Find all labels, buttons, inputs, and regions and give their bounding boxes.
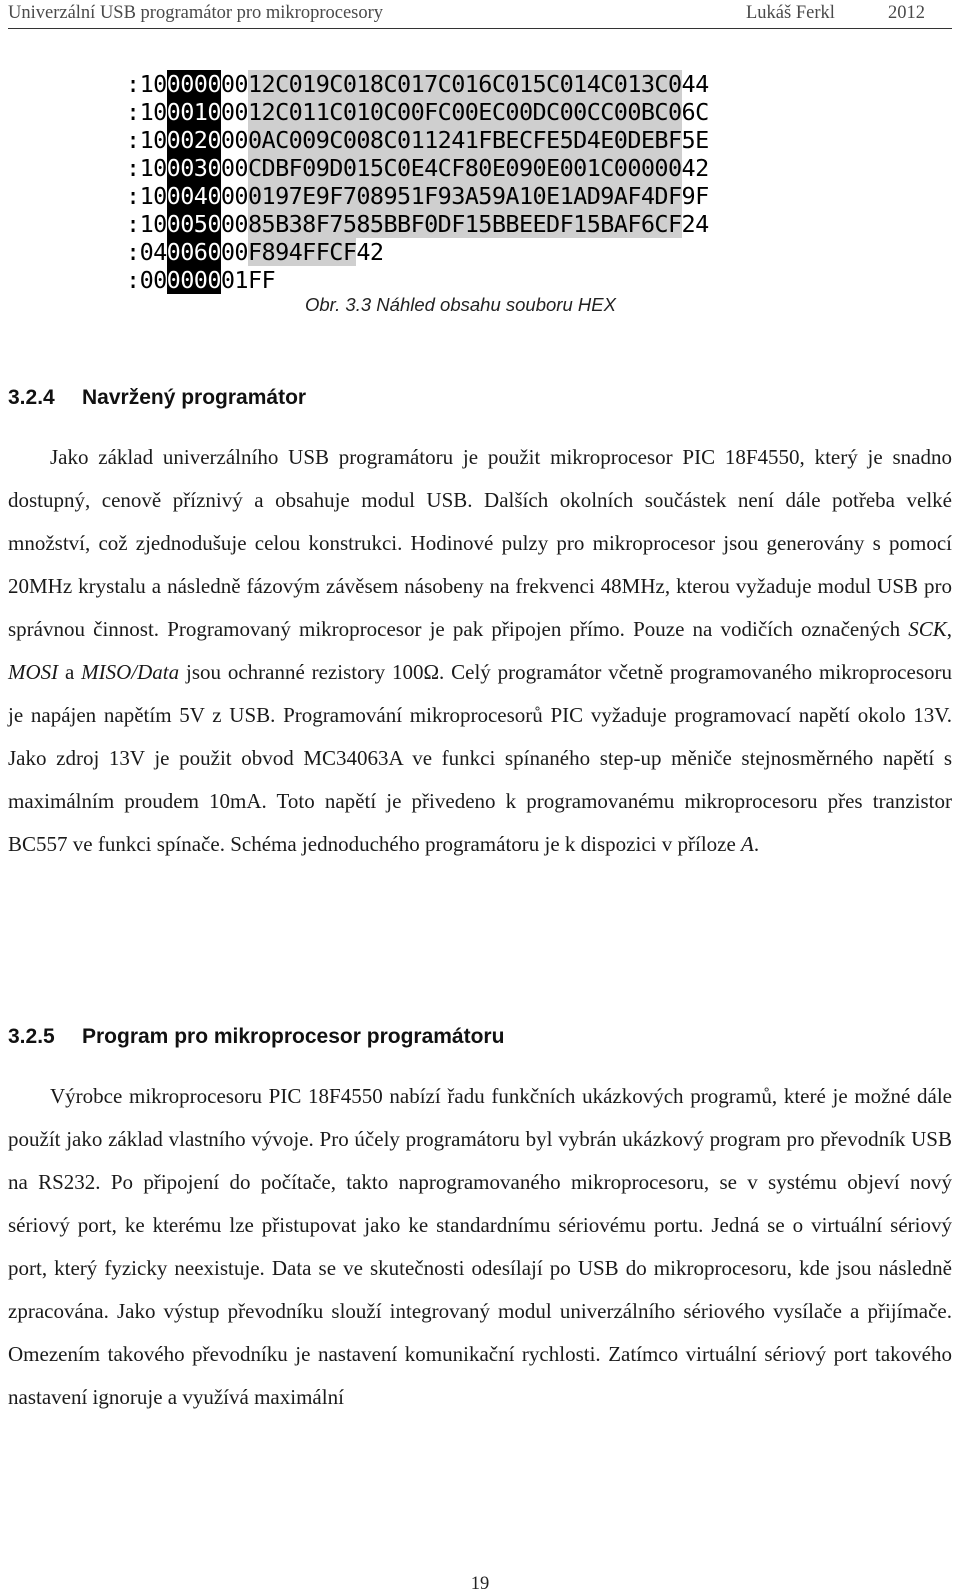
hex-record-type: 00: [220, 70, 248, 98]
hex-checksum: 42: [356, 238, 384, 266]
hex-byte-count: 10: [139, 70, 167, 98]
hex-data: 12C011C010C00FC00EC00DC00CC00BC0: [247, 98, 682, 126]
hex-line: [126, 98, 709, 126]
signal-name-sck: SCK: [908, 617, 947, 641]
hex-address: 0050: [166, 210, 221, 238]
paragraph-text: jsou ochranné rezistory 100Ω. Celý programátor včetně programovaného mikroprocesoru je napájen napětím 5V z USB. Programování mikroprocesorů PIC vyžaduje programovací napětí okolo 13V. Jako zdroj 13V je použit obvod MC34063A ve funkci spínaného step-up měniče stejnosměrného napětí s maximálním proudem 10mA. Toto napětí je přivedeno k programovanému mikroprocesoru přes tranzistor BC557 ve funkci spínače. Schéma jednoduchého programátoru je k dispozici v příloze: [8, 660, 952, 856]
hex-data: 12C019C018C017C016C015C014C013C0: [247, 70, 682, 98]
signal-name-mosi: MOSI: [8, 660, 59, 684]
hex-checksum: 5E: [681, 126, 709, 154]
hex-record-type: 00: [220, 210, 248, 238]
hex-address: 0010: [166, 98, 221, 126]
hex-data: 0AC009C008C011241FBECFE5D4E0DEBF: [247, 126, 682, 154]
hex-record-type: 00: [220, 238, 248, 266]
hex-address: 0060: [166, 238, 221, 266]
hex-address: 0020: [166, 126, 221, 154]
hex-colon: :: [126, 98, 140, 126]
header-year: 2012: [888, 3, 925, 23]
hex-data: 85B38F7585BBF0DF15BBEEDF15BAF6CF: [247, 210, 682, 238]
hex-checksum: 24: [681, 210, 709, 238]
section-number: 3.2.5: [8, 1025, 55, 1048]
paragraph: [8, 436, 952, 866]
hex-line: [126, 126, 709, 154]
paragraph-text: Jako základ univerzálního USB programátoru je použit mikroprocesor PIC 18F4550, který je snadno dostupný, cenově příznivý a obsahuje modul USB. Dalších okolních součástek není dále potřeba velké množství, což zjednodušuje celou konstrukci. Hodinové pulzy pro mikroprocesor jsou generovány s pomocí 20MHz krystalu a následně fázovým závěsem násobeny na frekvenci 48MHz, kterou vyžaduje modul USB pro správnou činnost. Programovaný mikroprocesor je pak připojen přímo. Pouze na vodičích označených: [8, 445, 952, 641]
hex-record-type: 00: [220, 126, 248, 154]
hex-address: 0000: [166, 266, 221, 294]
section-title: Navržený programátor: [82, 386, 307, 409]
hex-line: [126, 266, 709, 294]
figure-caption: Obr. 3.3 Náhled obsahu souboru HEX: [305, 294, 616, 315]
hex-checksum: 42: [681, 154, 709, 182]
signal-name-miso: MISO/Data: [81, 660, 180, 684]
hex-line: [126, 210, 709, 238]
hex-line: [126, 70, 709, 98]
hex-byte-count: 04: [139, 238, 167, 266]
hex-byte-count: 10: [139, 154, 167, 182]
hex-colon: :: [126, 210, 140, 238]
section-title: Program pro mikroprocesor programátoru: [82, 1025, 505, 1048]
header-title: Univerzální USB programátor pro mikroprocesory: [8, 3, 384, 23]
hex-checksum: FF: [247, 266, 276, 294]
hex-line: [126, 238, 709, 266]
section-heading-3-2-4: [8, 386, 306, 410]
hex-colon: :: [126, 266, 140, 294]
hex-checksum: 44: [681, 70, 709, 98]
hex-data: 0197E9F708951F93A59A10E1AD9AF4DF: [247, 182, 682, 210]
hex-byte-count: 10: [139, 98, 167, 126]
section-heading-3-2-5: [8, 1025, 504, 1049]
hex-colon: :: [126, 238, 140, 266]
hex-colon: :: [126, 154, 140, 182]
hex-colon: :: [126, 126, 140, 154]
hex-byte-count: 00: [139, 266, 167, 294]
page-number: 19: [470, 1574, 490, 1594]
header-author: Lukáš Ferkl: [746, 3, 835, 23]
paragraph-text: ,: [946, 617, 952, 641]
hex-data: F894FFCF: [247, 238, 357, 266]
paragraph: Výrobce mikroprocesoru PIC 18F4550 nabízí řadu funkčních ukázkových programů, které je možné dále použít jako základ vlastního vývoje. Pro účely programátoru byl vybrán ukázkový program pro převodník USB na RS232. Po připojení do počítače, takto naprogramovaného mikroprocesoru, se v systému objeví nový sériový port, ke kterému lze přistupovat jako ke standardnímu sériovému portu. Jedná se o virtuální sériový port, který fyzicky neexistuje. Data se ve skutečnosti odesílají po USB do mikroprocesoru, kde jsou následně zpracována. Jako výstup převodníku slouží integrovaný modul univerzálního sériového vysílače a přijímače. Omezením takového převodníku je nastavení komunikační rychlosti. Zatímco virtuální sériový port takového nastavení ignoruje a využívá maximální: [8, 1084, 952, 1409]
hex-address: 0040: [166, 182, 221, 210]
hex-record-type: 01: [220, 266, 248, 294]
hex-byte-count: 10: [139, 182, 167, 210]
paragraph-text: .: [753, 832, 760, 856]
hex-colon: :: [126, 182, 140, 210]
hex-data: CDBF09D015C0E4CF80E090E001C00000: [247, 154, 682, 182]
section-number: 3.2.4: [8, 386, 55, 409]
hex-line: [126, 154, 709, 182]
hex-file-preview: [126, 70, 709, 294]
paragraph-text: a: [58, 660, 82, 684]
hex-address: 0000: [166, 70, 221, 98]
hex-byte-count: 10: [139, 210, 167, 238]
appendix-reference: A: [741, 832, 754, 856]
section-3-2-4-body: [8, 436, 952, 866]
hex-line: [126, 182, 709, 210]
hex-address: 0030: [166, 154, 221, 182]
page-header: [8, 0, 952, 29]
hex-record-type: 00: [220, 98, 248, 126]
section-3-2-5-body: [8, 1075, 952, 1419]
hex-record-type: 00: [220, 154, 248, 182]
hex-record-type: 00: [220, 182, 248, 210]
hex-colon: :: [126, 70, 140, 98]
hex-checksum: 6C: [681, 98, 709, 126]
hex-byte-count: 10: [139, 126, 167, 154]
hex-checksum: 9F: [681, 182, 709, 210]
